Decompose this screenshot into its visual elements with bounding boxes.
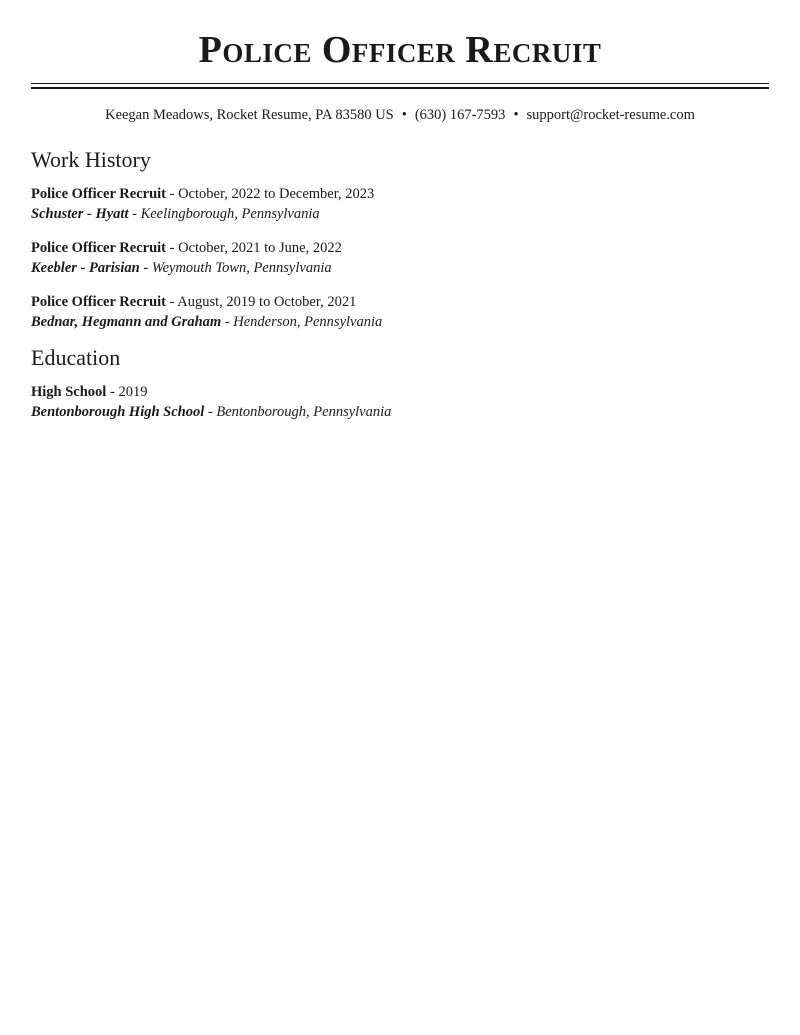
divider-thick-line	[31, 87, 769, 89]
company-location: Weymouth Town, Pennsylvania	[151, 260, 332, 276]
graduation-year: 2019	[118, 384, 148, 400]
contact-separator: •	[513, 107, 519, 123]
work-entry-line1: Police Officer Recruit - October, 2022 to December, 2023	[31, 186, 375, 202]
education-heading: Education	[31, 345, 121, 370]
school-location: Bentonborough, Pennsylvania	[216, 404, 392, 420]
education-entry-line2: Bentonborough High School - Bentonborough, Pennsylvania	[31, 404, 392, 420]
education-entry	[31, 382, 769, 422]
education-list	[31, 382, 769, 422]
work-history-heading: Work History	[31, 147, 151, 172]
work-entry	[31, 184, 769, 224]
contact-email: support@rocket-resume.com	[526, 107, 695, 123]
company-location: Keelingborough, Pennsylvania	[140, 206, 320, 222]
job-title: Police Officer Recruit	[31, 240, 166, 256]
education-entry-line1: High School - 2019	[31, 384, 148, 400]
job-dates: October, 2022 to December, 2023	[178, 186, 375, 202]
school-name: Bentonborough High School	[31, 404, 205, 420]
job-title: Police Officer Recruit	[31, 186, 166, 202]
resume-title: Police Officer Recruit	[198, 29, 602, 71]
title-divider	[31, 83, 769, 89]
contact-separator: •	[401, 107, 407, 123]
degree-name: High School	[31, 384, 107, 400]
contact-address: Keegan Meadows, Rocket Resume, PA 83580 US	[105, 107, 394, 123]
work-entry-line1: Police Officer Recruit - October, 2021 to June, 2022	[31, 240, 342, 256]
work-history-list	[31, 184, 769, 332]
work-entry-line2: Keebler - Parisian - Weymouth Town, Pennsylvania	[31, 260, 332, 276]
company-name: Keebler - Parisian	[31, 260, 140, 276]
job-dates: August, 2019 to October, 2021	[177, 294, 357, 310]
work-entry	[31, 238, 769, 278]
job-dates: October, 2021 to June, 2022	[178, 240, 342, 256]
work-entry-line2: Bednar, Hegmann and Graham - Henderson, Pennsylvania	[31, 314, 383, 330]
company-location: Henderson, Pennsylvania	[233, 314, 383, 330]
contact-line	[31, 106, 769, 124]
company-name: Bednar, Hegmann and Graham	[31, 314, 222, 330]
work-entry-line2: Schuster - Hyatt - Keelingborough, Pennsylvania	[31, 206, 320, 222]
work-entry-line1: Police Officer Recruit - August, 2019 to October, 2021	[31, 294, 357, 310]
company-name: Schuster - Hyatt	[31, 206, 129, 222]
job-title: Police Officer Recruit	[31, 294, 166, 310]
contact-phone: (630) 167-7593	[414, 107, 506, 123]
work-entry	[31, 292, 769, 332]
